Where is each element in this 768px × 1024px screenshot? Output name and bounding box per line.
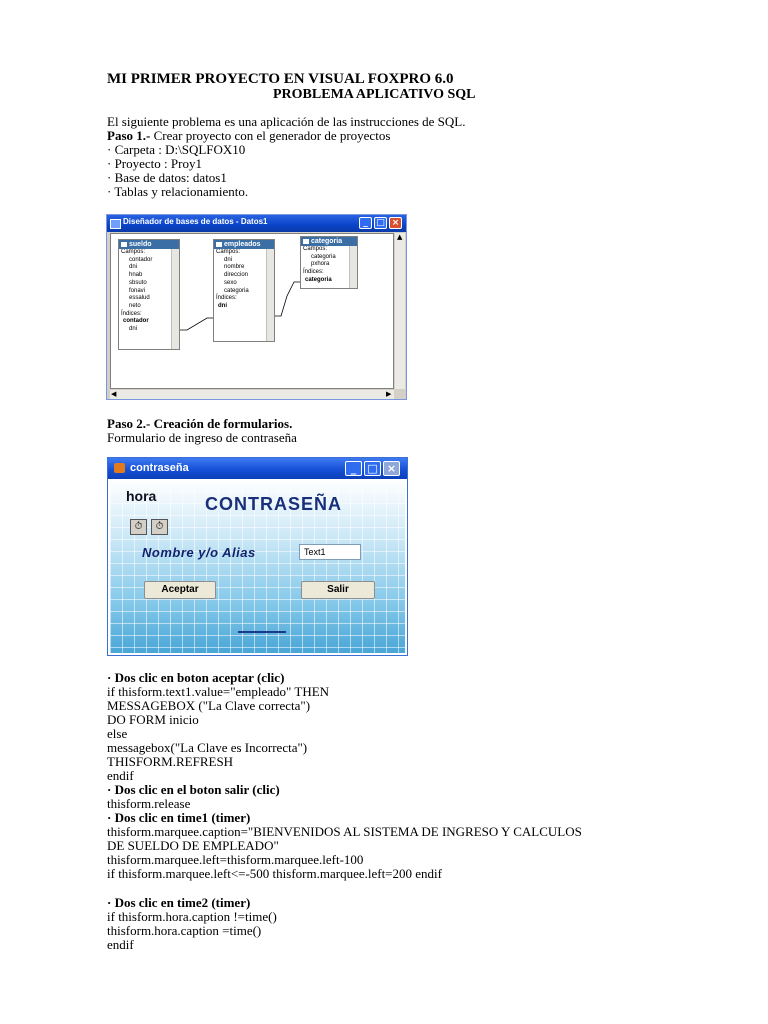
db-window-title: Diseñador de bases de datos - Datos1: [123, 217, 268, 226]
field-item: Campos:: [121, 249, 146, 255]
timer1-icon[interactable]: ⏱: [130, 519, 147, 535]
field-item: direccion: [224, 272, 249, 279]
index-item: dni: [218, 302, 227, 309]
field-item: sexo: [224, 279, 237, 286]
paso1-item-carpeta: · Carpeta : D:\SQLFOX10: [107, 142, 246, 157]
password-form-window: [107, 457, 408, 656]
field-item: dni: [129, 264, 138, 271]
paso1-item-proyecto: · Proyecto : Proy1: [107, 156, 202, 171]
horizontal-scrollbar[interactable]: [110, 390, 394, 399]
table-categoria-header: categoria: [301, 237, 357, 246]
db-window-titlebar: [107, 215, 406, 232]
index-item: contador: [123, 318, 149, 325]
field-item: essalud: [129, 295, 150, 302]
code-line: else: [107, 726, 128, 741]
field-item: sbsuto: [129, 279, 147, 286]
field-item: categoria: [311, 253, 336, 260]
field-item: neto: [129, 302, 141, 309]
relationship-lines: [111, 234, 395, 390]
code-line: thisform.release: [107, 796, 191, 811]
close-icon[interactable]: ×: [383, 461, 400, 476]
intro-text: El siguiente problema es una aplicación de las instrucciones de SQL.: [107, 114, 466, 129]
field-item: contador: [129, 256, 153, 263]
maximize-icon[interactable]: □: [364, 461, 381, 476]
paso1-heading: [107, 129, 390, 143]
code-line: THISFORM.REFRESH: [107, 754, 234, 769]
table-sueldo-header: sueldo: [119, 240, 179, 249]
scroll-right-icon[interactable]: ▶: [386, 390, 392, 398]
doc-subtitle: PROBLEMA APLICATIVO SQL: [273, 87, 476, 102]
code-line: thisform.marquee.caption="BIENVENIDOS AL SISTEMA DE INGRESO Y CALCULOS: [107, 824, 582, 839]
code-line: MESSAGEBOX ("La Clave correcta"): [107, 698, 311, 713]
field-item: categoria: [224, 287, 249, 294]
code-line: thisform.marquee.left=thisform.marquee.left-100: [107, 852, 364, 867]
paso1-item-tablas: · Tablas y relacionamiento.: [107, 184, 249, 199]
paso1-item-base: · Base de datos: datos1: [107, 170, 227, 185]
paso2-heading: Paso 2.- Creación de formularios.: [107, 416, 293, 431]
code-line: if thisform.hora.caption !=time(): [107, 909, 277, 924]
timer2-icon[interactable]: ⏱: [151, 519, 168, 535]
code-line: messagebox("La Clave es Incorrecta"): [107, 740, 308, 755]
password-input[interactable]: Text1: [299, 544, 361, 560]
form-titlebar: [108, 458, 407, 479]
form-canvas: [110, 479, 405, 653]
field-item: Campos:: [303, 246, 328, 252]
field-item: hnab: [129, 272, 143, 279]
code-line: thisform.hora.caption =time(): [107, 923, 262, 938]
code-section-heading: · Dos clic en boton aceptar (clic): [107, 670, 285, 685]
field-item: nombre: [224, 264, 245, 271]
relation-empleados-categoria: [275, 282, 300, 316]
db-designer-window: [106, 214, 407, 400]
code-line: DE SUELDO DE EMPLEADO": [107, 838, 279, 853]
paso2-text: Formulario de ingreso de contraseña: [107, 430, 297, 445]
code-line: endif: [107, 768, 134, 783]
code-section-heading: · Dos clic en el boton salir (clic): [107, 782, 280, 797]
index-item: categoria: [305, 276, 332, 283]
paso1-label: Paso 1.-: [107, 128, 151, 143]
alias-label: Nombre y/o Alias: [142, 545, 256, 560]
hora-label: hora: [126, 488, 157, 504]
contrasena-heading: CONTRASEÑA: [205, 494, 343, 514]
maximize-icon[interactable]: □: [374, 217, 387, 229]
scroll-up-icon[interactable]: ▲: [397, 233, 403, 241]
minimize-icon[interactable]: _: [359, 217, 372, 229]
field-item: fonavi: [129, 287, 146, 294]
doc-title: MI PRIMER PROYECTO EN VISUAL FOXPRO 6.0: [107, 71, 454, 87]
fox-icon: [114, 463, 125, 473]
salir-button[interactable]: Salir: [301, 581, 375, 599]
db-diagram-area: [110, 233, 394, 389]
code-section-heading: · Dos clic en time2 (timer): [107, 895, 251, 910]
index-item: Índices:: [121, 310, 142, 317]
paso1-text: Crear proyecto con el generador de proyectos: [150, 128, 391, 143]
code-line: if thisform.text1.value="empleado" THEN: [107, 684, 330, 699]
relation-sueldo-empleados: [180, 318, 213, 330]
field-item: dni: [224, 256, 233, 263]
scroll-left-icon[interactable]: ◀: [111, 390, 117, 398]
index-item: Índices:: [303, 269, 324, 276]
table-empleados-header: empleados: [214, 240, 274, 249]
index-item: Índices:: [216, 295, 237, 302]
code-line: DO FORM inicio: [107, 712, 199, 727]
db-app-icon: [110, 219, 121, 229]
field-item: pxhora: [311, 261, 330, 268]
code-line: endif: [107, 937, 134, 952]
aceptar-button[interactable]: Aceptar: [144, 581, 216, 599]
close-icon[interactable]: ×: [389, 217, 402, 229]
vertical-scrollbar[interactable]: [395, 233, 405, 389]
code-line: if thisform.marquee.left<=-500 thisform.marquee.left=200 endif: [107, 866, 442, 881]
field-item: Campos:: [216, 249, 241, 255]
index-item: dni: [129, 326, 138, 333]
code-section-heading: · Dos clic en time1 (timer): [107, 810, 251, 825]
minimize-icon[interactable]: _: [345, 461, 362, 476]
marquee-label: [238, 631, 286, 633]
form-title: contraseña: [130, 462, 189, 474]
